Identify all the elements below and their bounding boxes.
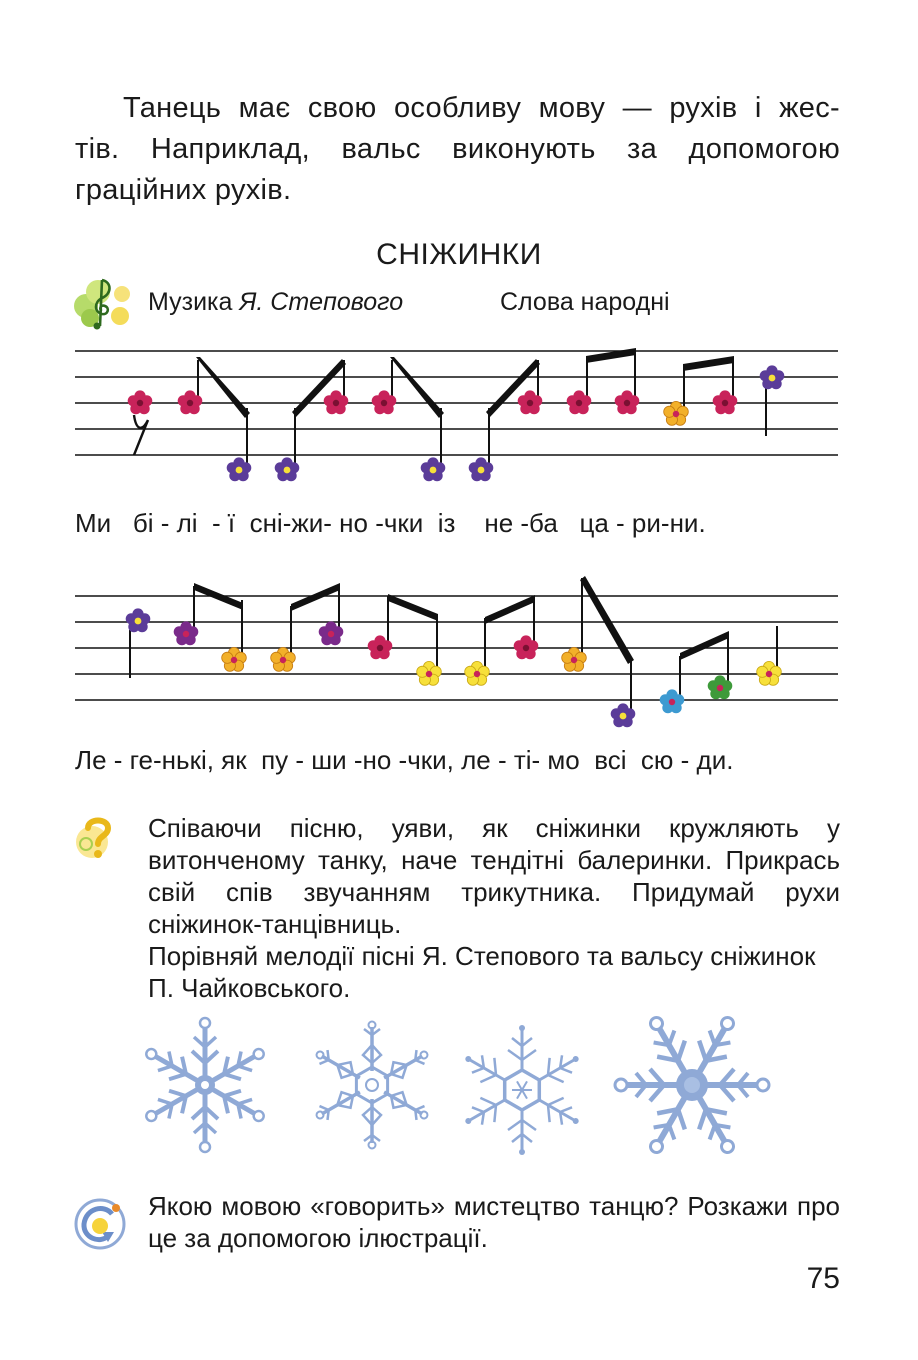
intro-line-1: Танець має свою особливу мову — рухів і жес- [123,92,840,124]
task-2-text: Якою мовою «говорить» мистецтво танцю? Розкажи про це за допомогою ілюстрації. [148,1191,840,1253]
words-credit: Слова народні [500,288,670,316]
lyrics-line-2: Ле - ге-нькі, як пу - ши -но -чки, ле - ті- мо всі сю - ди. [75,745,734,775]
music-label: Музика [148,288,240,316]
snowflake-icon [313,1022,432,1149]
task-2 [148,1190,840,1254]
snowflake-icon [459,1025,586,1155]
lyrics-line-1: Ми бі - лі - ї сні-жи- но -чки із не -ба ца - ри-ни. [75,508,706,538]
intro-line-2: тів. Наприклад, вальс виконують за допомогою [75,133,840,165]
snowflake-icon [140,1018,269,1152]
task-1-paragraph-2: Порівняй мелодії пісні Я. Степового та вальсу сніжинок П. Чайковського. [148,941,816,1003]
task-1-paragraph-1: Співаючи пісню, уяви, як сніжинки кружляють у витонченому танку, наче тендітні балеринки. Прикрась свій спів звучанням трикутника. Придумай рухи сніжинок-танцівниць. [148,813,840,939]
page-number: 75 [806,1262,840,1295]
song-title: СНІЖИНКИ [376,238,542,271]
snowflake-icon [615,1010,769,1159]
composer-name: Я. Степового [239,288,404,316]
intro-line-3: граційних рухів. [75,174,292,206]
return-arrow-icon [72,1196,128,1252]
